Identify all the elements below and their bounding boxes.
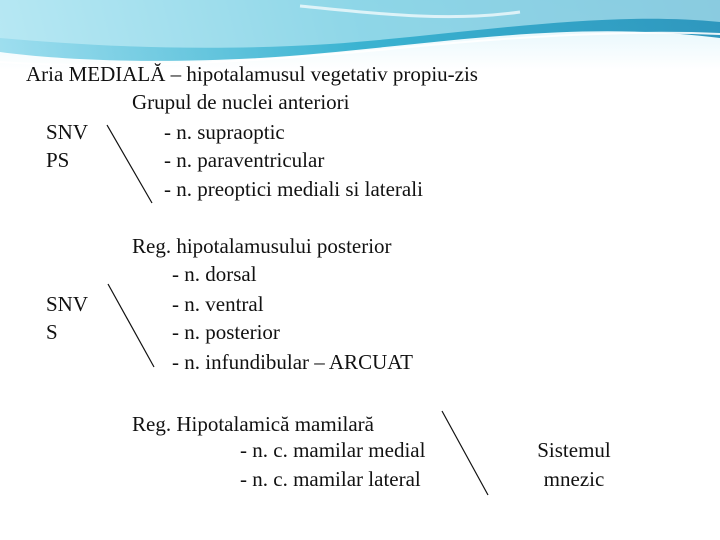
list-item: - n. c. mamilar lateral [240,467,421,491]
connector-line [107,125,152,203]
connector-line [108,284,154,367]
list-item: - n. posterior [172,320,280,344]
side-label: PS [46,148,70,172]
side-label: SNV [46,120,89,144]
list-item: - n. dorsal [172,262,257,286]
section-heading: Reg. Hipotalamică mamilară [132,412,374,436]
list-item: - n. preoptici mediali si laterali [164,177,423,201]
side-label: S [46,320,58,344]
side-label: SNV [46,292,89,316]
slide-title: Aria MEDIALĂ – hipotalamusul vegetativ propiu-zis [26,62,478,86]
list-item: - n. infundibular – ARCUAT [172,350,413,374]
list-item: - n. ventral [172,292,264,316]
section-heading: Grupul de nuclei anteriori [132,90,350,114]
header-wave-decoration [0,0,720,70]
side-label: Sistemul [537,438,611,462]
list-item: - n. supraoptic [164,120,285,144]
side-label: mnezic [543,467,605,491]
connector-line [442,411,488,495]
list-item: - n. paraventricular [164,148,325,172]
list-item: - n. c. mamilar medial [240,438,426,462]
section-heading: Reg. hipotalamusului posterior [132,234,392,258]
